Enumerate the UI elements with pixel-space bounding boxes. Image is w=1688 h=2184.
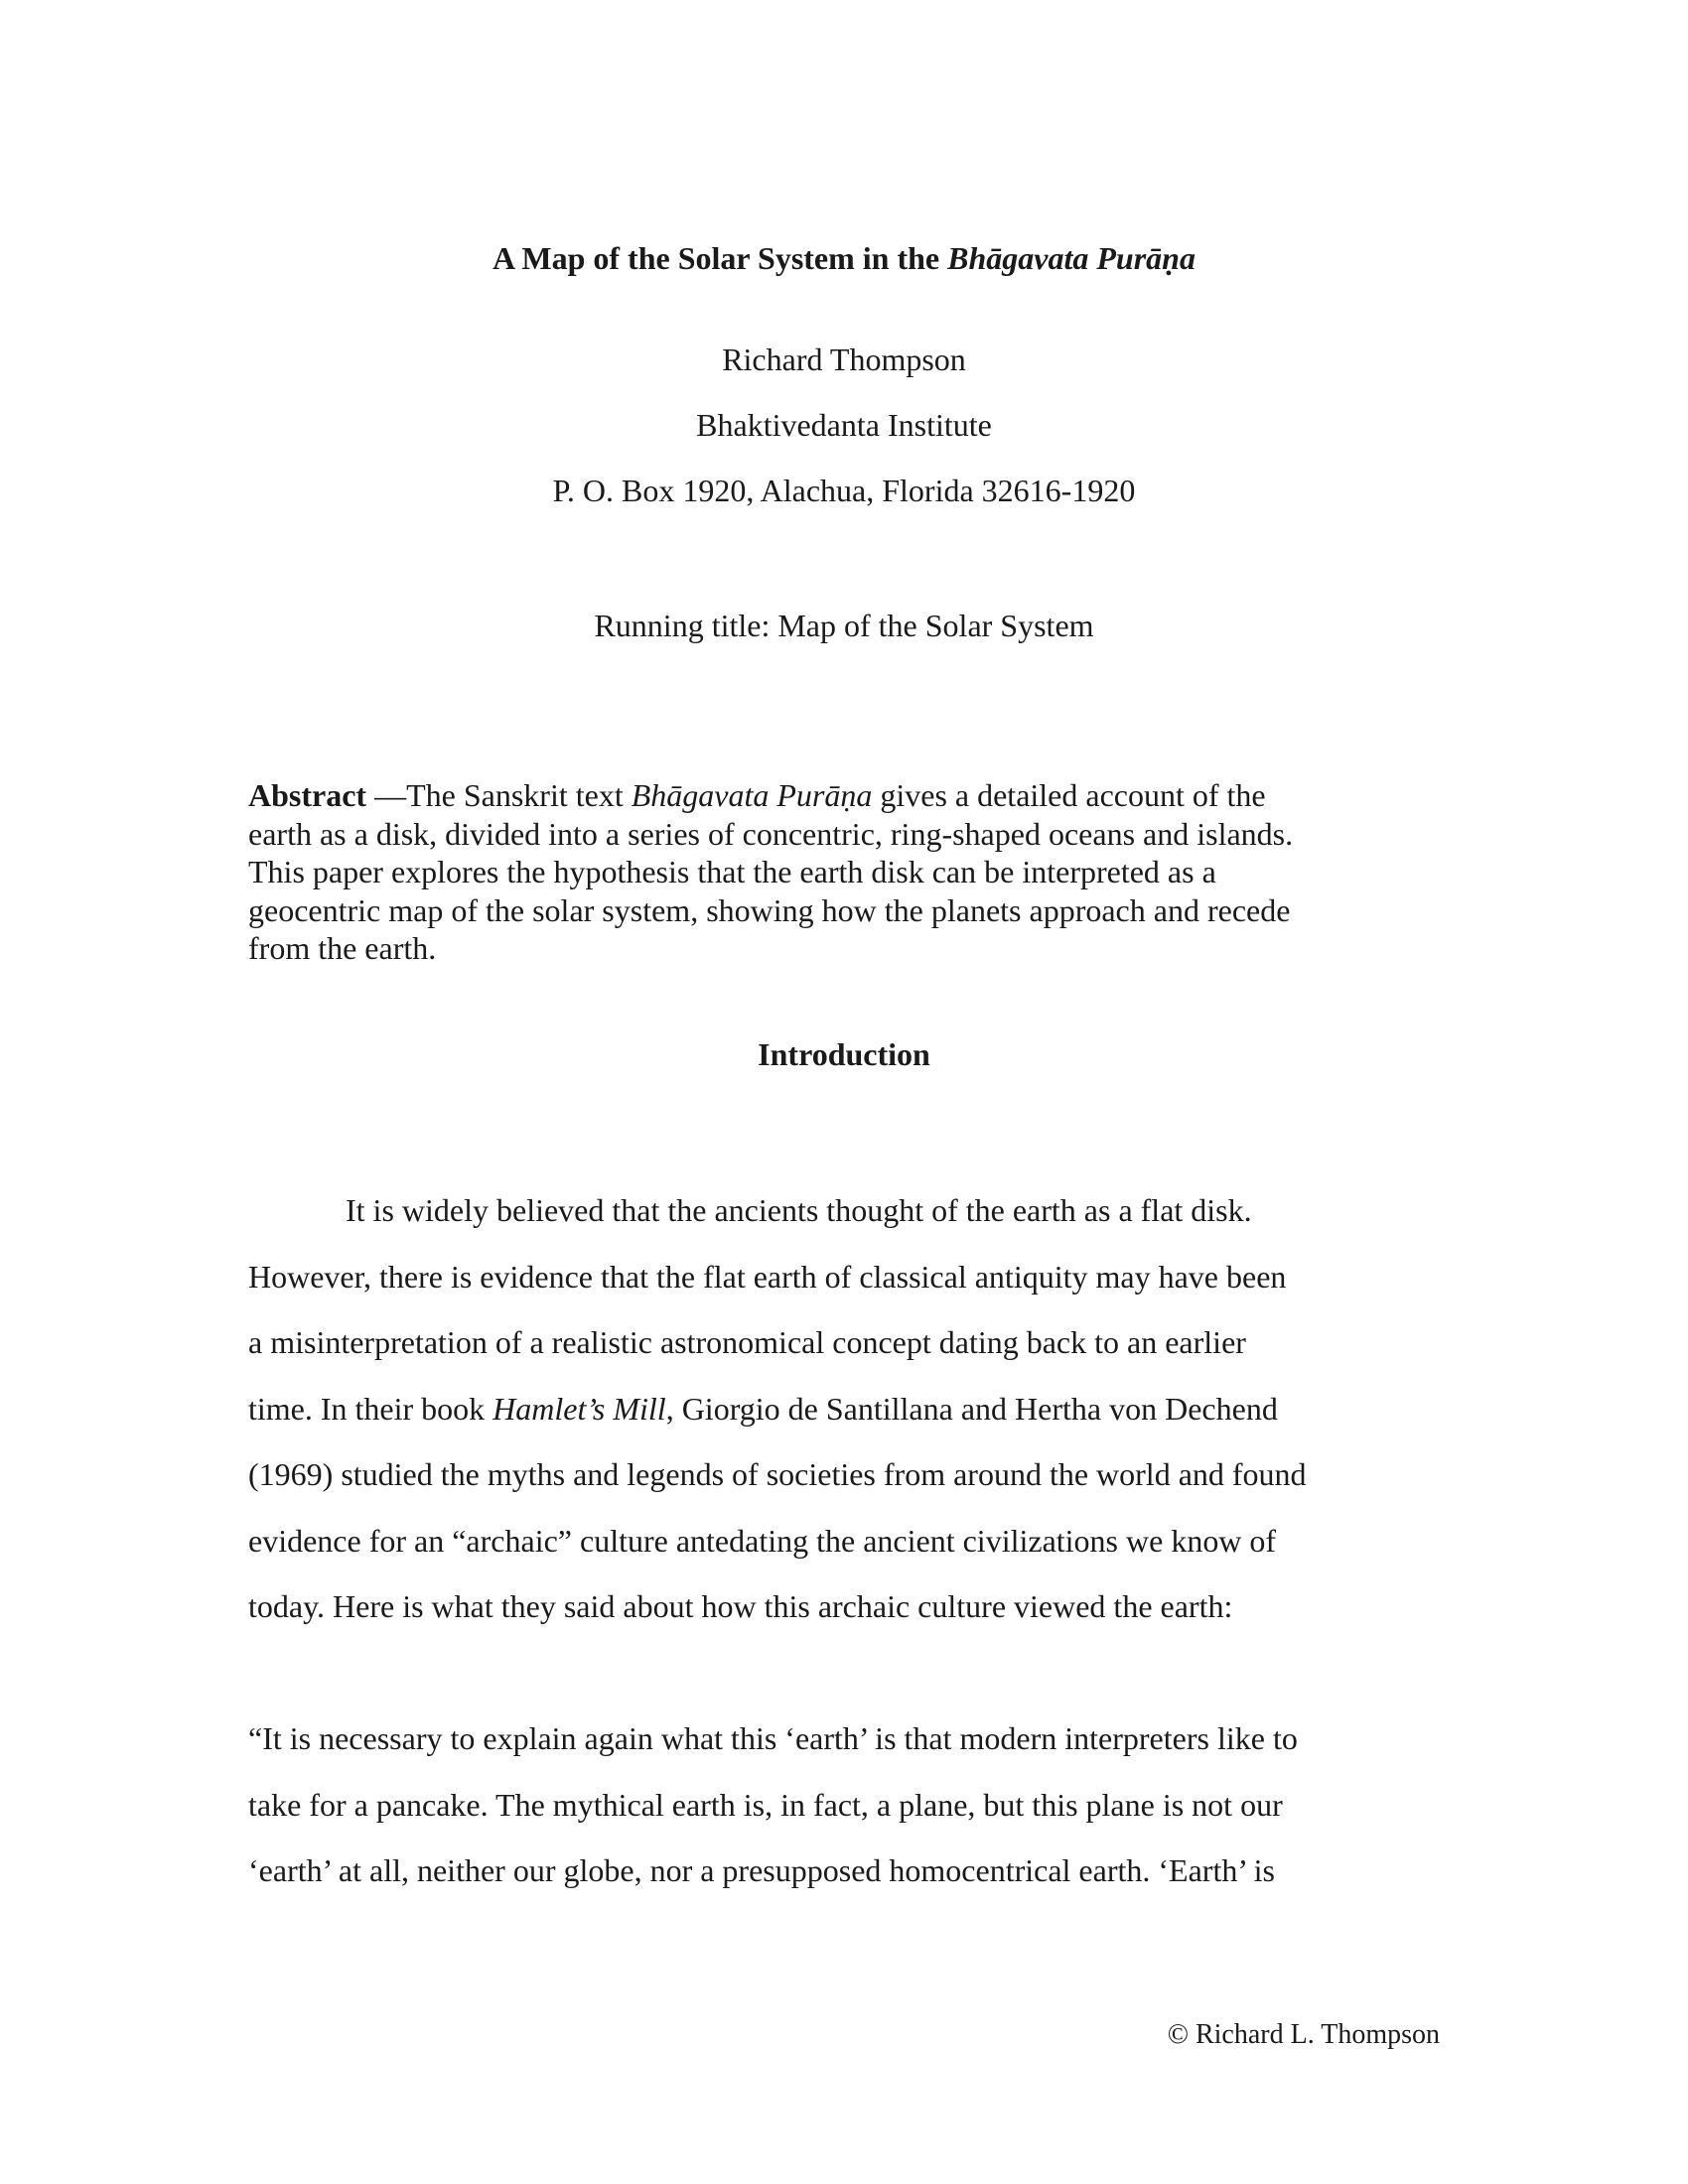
author-name: Richard Thompson [722, 341, 966, 377]
abstract-paragraph [248, 776, 1460, 968]
abstract-line: from the earth. [248, 930, 437, 966]
abstract-label: Abstract [248, 777, 367, 813]
body-line: evidence for an “archaic” culture antedating the ancient civilizations we know of [248, 1522, 1277, 1559]
body-line: a misinterpretation of a realistic astronomical concept dating back to an earlier [248, 1324, 1246, 1360]
copyright-footer: © Richard L. Thompson [1167, 2019, 1440, 2050]
introduction-paragraph [248, 1177, 1460, 1640]
body-line: It is widely believed that the ancients thought of the earth as a flat disk. [346, 1192, 1252, 1228]
body-text: time. In their book [248, 1390, 493, 1427]
body-line [248, 1376, 1460, 1442]
paper-title-italic: Bhāgavata Purāṇa [947, 240, 1196, 276]
abstract-text: gives a detailed account of the [872, 777, 1266, 813]
body-line: (1969) studied the myths and legends of societies from around the world and found [248, 1456, 1307, 1492]
abstract-line [248, 776, 1460, 815]
quote-line: take for a pancake. The mythical earth is, in fact, a plane, but this plane is not our [248, 1786, 1283, 1823]
quote-line: ‘earth’ at all, neither our globe, nor a presupposed homocentrical earth. ‘Earth’ is [248, 1852, 1275, 1888]
section-heading-introduction: Introduction [758, 1036, 930, 1072]
abstract-line: geocentric map of the solar system, showing how the planets approach and recede [248, 891, 1291, 928]
abstract-italic-title: Bhāgavata Purāṇa [631, 777, 873, 813]
body-line: However, there is evidence that the flat earth of classical antiquity may have been [248, 1258, 1287, 1295]
abstract-text: —The Sanskrit text [366, 777, 632, 813]
quote-line: “It is necessary to explain again what this ‘earth’ is that modern interpreters like to [248, 1720, 1298, 1756]
paper-title [0, 238, 1688, 278]
author-institute: Bhaktivedanta Institute [696, 407, 992, 443]
author-address: P. O. Box 1920, Alachua, Florida 32616-1920 [552, 473, 1136, 508]
block-quote [248, 1706, 1460, 1904]
body-line: today. Here is what they said about how this archaic culture viewed the earth: [248, 1588, 1233, 1624]
book-title-italic: Hamlet’s Mill [492, 1390, 666, 1427]
abstract-line: earth as a disk, divided into a series of concentric, ring-shaped oceans and islands. [248, 815, 1294, 852]
paper-title-text: A Map of the Solar System in the [492, 240, 948, 276]
running-title: Running title: Map of the Solar System [594, 608, 1094, 643]
body-text: , Giorgio de Santillana and Hertha von Dechend [665, 1390, 1278, 1427]
abstract-line: This paper explores the hypothesis that the earth disk can be interpreted as a [248, 854, 1216, 889]
